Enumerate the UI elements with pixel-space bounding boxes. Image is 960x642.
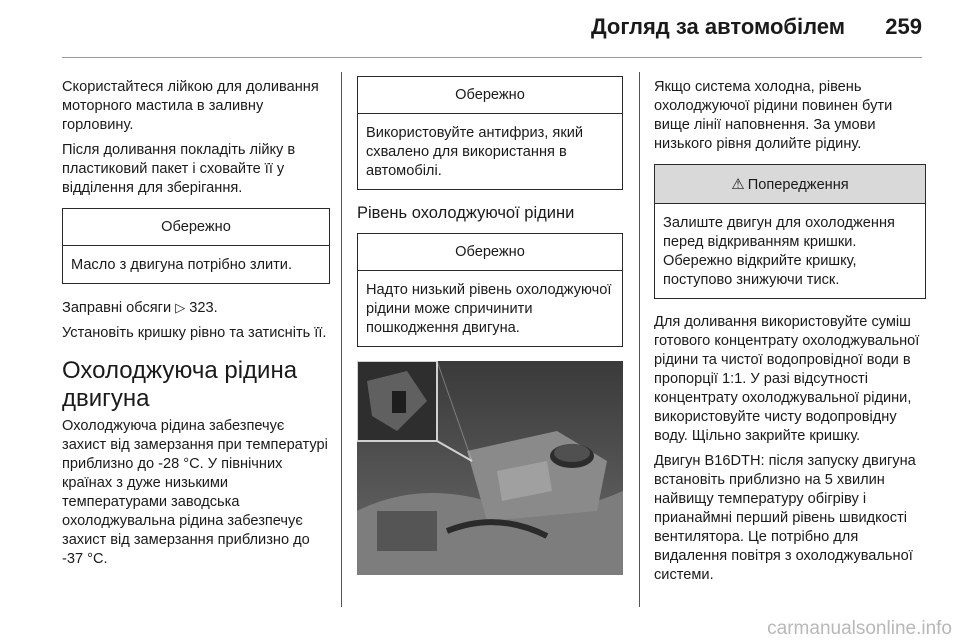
triangle-right-icon: ▷ [175,300,186,315]
caution-box [357,76,623,190]
page-number: 259 [885,14,922,39]
caution-box [62,208,330,284]
caution-text: Використовуйте антифриз, який схвалено для використання в автомобілі. [366,125,584,179]
paragraph: Скористайтеся лійкою для доливання моторного мастила в заливну горловину. [62,79,319,133]
caution-title: Обережно [358,77,622,114]
column-divider [341,72,342,607]
subheading: Рівень охолоджуючої рідини [357,204,575,222]
page-header-title: Догляд за автомобілем [590,14,845,39]
watermark: carmanualsonline.info [767,618,952,639]
caution-title: Обережно [63,209,329,246]
reference-label: Заправні обсяги [62,300,172,316]
caution-box [357,233,623,347]
warning-title: Попередження [747,177,849,193]
paragraph: Після доливання покладіть лійку в пластиковий пакет і сховайте її у відділення для зберігання. [62,142,296,196]
caution-title: Обережно [358,234,622,271]
warning-triangle-icon: ⚠ [731,176,745,193]
warning-text: Залиште двигун для охолодження перед відкриванням кришки. Обережно відкрийте кришку, поступово знижуючи тиск. [663,215,895,288]
engine-bay-illustration [357,361,623,575]
column-middle [357,68,623,575]
engine-bay-photo [357,361,623,575]
column-right [654,78,926,585]
warning-box [654,164,926,299]
warning-title-row [655,165,925,204]
column-left [62,78,330,575]
paragraph: Якщо система холодна, рівень охолоджуючої рідини повинен бути вище лінії наповнення. За умови низького рівня долийте рідину. [654,79,893,152]
paragraph: Для доливання використовуйте суміш готового концентрату охолоджувальної рідини та чистої водопровідної води в пропорції 1:1. У разі відсутності концентрату охолоджувальної рідини, використовуйте чисту водопровідну воду. Щільно закрийте кришку. [654,314,920,444]
reference-paragraph [62,298,330,318]
column-divider [639,72,640,607]
caution-text: Надто низький рівень охолоджуючої рідини може спричинити пошкодження двигуна. [366,282,612,336]
paragraph: Двигун B16DTH: після запуску двигуна встановіть приблизно на 5 хвилин найвищу температуру обігріву і прианаймні перший рівень швидкості вентилятора. Це потрібно для видалення повітря з охолоджувальної системи. [654,453,916,583]
paragraph: Установіть кришку рівно та затисніть її. [62,325,327,341]
paragraph: Охолоджуюча рідина забезпечує захист від замерзання при температурі приблизно до -28 °C. У північних країнах з дуже низькими температурами заводська охолоджувальна рідина забезпечує захист від замерзання приблизно до -37 °C. [62,418,328,567]
section-title: Охолоджуюча рідина двигуна [62,357,298,412]
caution-text: Масло з двигуна потрібно злити. [71,257,293,273]
header-divider [62,57,922,58]
page-reference-link[interactable]: 323. [189,300,218,316]
